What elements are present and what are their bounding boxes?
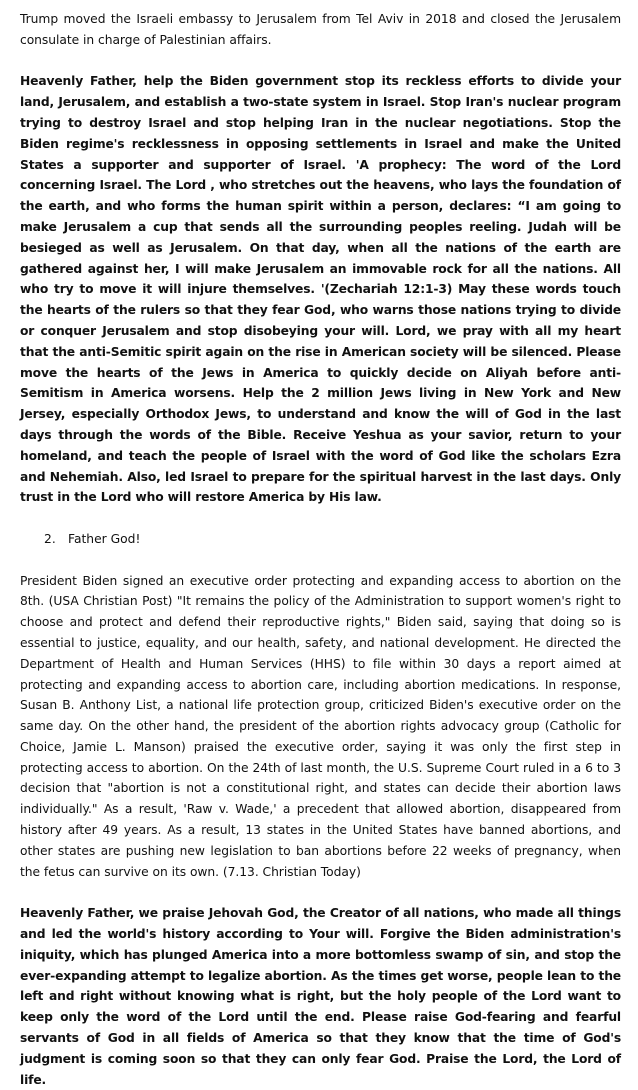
section-title: Father God! [68,531,141,546]
section-number: 2. [44,531,56,546]
section-heading [20,529,621,550]
document-page [20,9,621,1090]
prayer-paragraph-1: Heavenly Father, help the Biden government stop its reckless efforts to divide your land, Jerusalem, and establish a two-state system in Israel. Stop Iran's nuclear program trying to destroy Israel and stop helping Iran in the nuclear negotiations. Stop the Biden regime's recklessness in opposing settlements in Israel and make the United States a supporter and supporter of Israel. 'A prophecy: The word of the Lord concerning Israel. The Lord , who stretches out the heavens, who lays the foundation of the earth, and who forms the human spirit within a person, declares: “I am going to make Jerusalem a cup that sends all the surrounding peoples reeling. Judah will be besieged as well as Jerusalem. On that day, when all the nations of the earth are gathered against her, I will make Jerusalem an immovable rock for all the nations. All who try to move it will injure themselves. '(Zechariah 12:1-3) May these words touch the hearts of the rulers so that they fear God, who warns those nations trying to divide or conquer Jerusalem and stop disobeying your will. Lord, we pray with all my heart that the anti-Semitic spirit again on the rise in American society will be silenced. Please move the hearts of the Jews in America to quickly decide on Aliyah before anti-Semitism in America worsens. Help the 2 million Jews living in New York and New Jersey, especially Orthodox Jews, to understand and know the will of God in the last days through the words of the Bible. Receive Yeshua as your savior, return to your homeland, and teach the people of Israel with the word of God like the scholars Ezra and Nehemiah. Also, led Israel to prepare for the spiritual harvest in the last days. Only trust in the Lord who will restore America by His law. [20,74,621,505]
news-paragraph: President Biden signed an executive order protecting and expanding access to abortion on the 8th. (USA Christian Post) "It remains the policy of the Administration to support women's right to choose and protect and defend their reproductive rights," Biden said, saying that doing so is essential to justice, equality, and our health, safety, and national development. He directed the Department of Health and Human Services (HHS) to file within 30 days a report aimed at protecting and expanding access to abortion care, including abortion medications. In response, Susan B. Anthony List, a national life protection group, criticized Biden's executive order on the same day. On the other hand, the president of the abortion rights advocacy group (Catholic for Choice, Jamie L. Manson) praised the executive order, saying it was only the first step in protecting access to abortion. On the 24th of last month, the U.S. Supreme Court ruled in a 6 to 3 decision that "abortion is not a constitutional right, and states can decide their abortion laws individually." As a result, 'Raw v. Wade,' a precedent that allowed abortion, disappeared from history after 49 years. As a result, 13 states in the United States have banned abortions, and other states are pushing new legislation to ban abortions before 22 weeks of pregnancy, when the fetus can survive on its own. (7.13. Christian Today) [20,573,621,879]
intro-paragraph: Trump moved the Israeli embassy to Jerusalem from Tel Aviv in 2018 and closed the Jerusalem consulate in charge of Palestinian affairs. [20,12,621,47]
prayer-paragraph-2: Heavenly Father, we praise Jehovah God, the Creator of all nations, who made all things and led the world's history according to Your will. Forgive the Biden administration's iniquity, which has plunged America into a more bottomless swamp of sin, and stop the ever-expanding attempt to legalize abortion. As the times get worse, people lean to the left and right without knowing what is right, but the holy people of the Lord want to keep only the word of the Lord until the end. Please raise God-fearing and fearful servants of God in all fields of America so that they know that the time of God's judgment is coming soon so that they can only fear God. Praise the Lord, the Lord of life. [20,906,621,1087]
